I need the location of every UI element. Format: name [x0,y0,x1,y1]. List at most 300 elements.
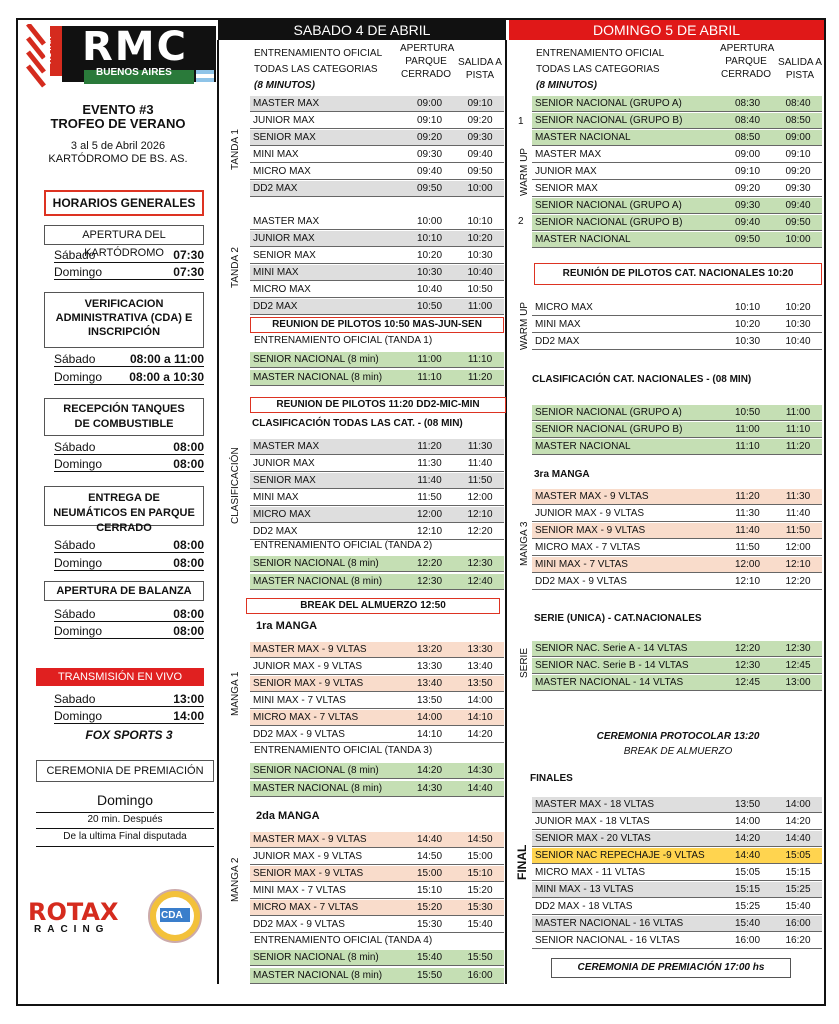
premiacion-l1: 20 min. Después [87,814,163,825]
row-category: MINI MAX - 7 VLTAS [535,559,628,570]
final-label: FINAL [515,844,529,880]
row-salida: 12:45 [785,660,811,671]
row-apertura: 09:50 [416,183,443,194]
row-apertura: 10:40 [416,284,443,295]
neumaticos-title: ENTREGA DE NEUMÁTICOS EN PARQUE CERRADO [44,486,204,526]
row-salida: 09:30 [467,132,493,143]
row-category: SENIOR MAX [253,132,316,143]
schedule-row [250,473,504,489]
row-apertura: 10:10 [734,302,761,313]
sat-reunion1: REUNION DE PILOTOS 10:50 MAS-JUN-SEN [250,317,504,333]
row-apertura: 15:40 [416,952,443,963]
logo-rotax-text: ROTAX [44,36,53,64]
row-salida: 14:20 [467,729,493,740]
row-apertura: 10:50 [734,407,761,418]
sat-left-border [217,40,219,984]
row-salida: 12:30 [467,558,493,569]
row-category: JUNIOR MAX - 9 VLTAS [535,508,645,519]
sun-premiacion: CEREMONIA DE PREMIACIÓN 17:00 hs [551,958,791,978]
row-apertura: 15:15 [734,884,761,895]
premiacion-day: Domingo [96,792,154,808]
row-category: MICRO MAX - 7 VLTAS [535,542,641,553]
row-salida: 15:40 [467,919,493,930]
row-apertura: 10:20 [734,319,761,330]
row-apertura: 12:30 [416,576,443,587]
row-salida: 15:05 [785,850,811,861]
row-apertura: 08:30 [734,98,761,109]
row-salida: 08:40 [785,98,811,109]
row-salida: 12:20 [785,576,811,587]
row-salida: 09:10 [467,98,493,109]
schedule-row [250,299,504,315]
schedule-row [532,164,822,180]
clasificacion-label: CLASIFICACIÓN [230,447,241,524]
schedule-row [250,883,504,899]
row-apertura: 11:40 [417,475,442,486]
schedule-row [532,232,822,248]
row-category: JUNIOR MAX - 9 VLTAS [253,661,363,672]
row-category: MASTER MAX [253,98,320,109]
schedule-row [532,506,822,522]
sat-manga1-title: 1ra MANGA [256,620,318,632]
row-salida: 14:40 [467,783,493,794]
row-apertura: 10:20 [416,250,443,261]
schedule-row [250,763,504,779]
row-category: DD2 MAX - 18 VLTAS [535,901,633,912]
row-category: MINI MAX [253,267,299,278]
row-category: SENIOR NACIONAL (8 min) [253,354,379,365]
row-apertura: 13:50 [416,695,443,706]
row-category: MASTER MAX [253,216,320,227]
sat-reunion2: REUNION DE PILOTOS 11:20 DD2-MIC-MIN [250,397,506,413]
row-apertura: 09:10 [734,166,761,177]
row-category: MASTER MAX - 9 VLTAS [253,644,367,655]
tanda2-label: TANDA 2 [230,247,241,288]
schedule-row [532,405,822,421]
row-apertura: 10:50 [416,301,443,312]
divider [36,812,214,813]
row-apertura: 11:00 [417,354,442,365]
row-category: MICRO MAX - 7 VLTAS [253,712,359,723]
row-salida: 14:40 [785,833,811,844]
row-category: MASTER MAX - 9 VLTAS [535,491,649,502]
row-salida: 16:00 [467,970,493,981]
row-apertura: 15:05 [734,867,761,878]
row-salida: 12:00 [467,492,493,503]
schedule-row [250,556,504,572]
sat-ent2: ENTRENAMIENTO OFICIAL (TANDA 2) [254,540,433,551]
sun-ceremonia: CEREMONIA PROTOCOLAR 13:20 [596,731,760,742]
sat-ent1: ENTRENAMIENTO OFICIAL (TANDA 1) [254,335,433,346]
row-apertura: 09:40 [416,166,443,177]
schedule-row [250,968,504,984]
row-apertura: 15:00 [416,868,443,879]
sat-break: BREAK DEL ALMUERZO 12:50 [246,598,500,614]
row-category: SENIOR MAX [253,475,316,486]
row-apertura: 14:40 [734,850,761,861]
row-salida: 09:20 [785,166,811,177]
row-apertura: 11:10 [735,441,760,452]
schedule-row [250,507,504,523]
schedule-row [532,489,822,505]
row-category: MASTER NACIONAL - 14 VLTAS [535,677,684,688]
row-salida: 15:50 [467,952,493,963]
sat-clasif-title: CLASIFICACIÓN TODAS LAS CAT. - (08 MIN) [252,418,463,429]
sat-ent3: ENTRENAMIENTO OFICIAL (TANDA 3) [254,745,433,756]
row-apertura: 09:00 [416,98,443,109]
row-salida: 16:20 [785,935,811,946]
tv-sun: Domingo 14:00 [54,709,204,723]
row-salida: 09:30 [785,183,811,194]
row-category: DD2 MAX [253,183,298,194]
schedule-row [250,950,504,966]
row-apertura: 12:20 [416,558,443,569]
schedule-row [532,675,822,691]
row-salida: 11:40 [785,508,811,519]
row-salida: 15:40 [785,901,811,912]
row-apertura: 12:30 [734,660,761,671]
row-category: JUNIOR MAX [253,115,315,126]
row-apertura: 11:00 [735,424,760,435]
row-apertura: 14:00 [734,816,761,827]
balanza-sun: Domingo 08:00 [54,624,204,638]
row-apertura: 11:20 [735,491,760,502]
row-salida: 13:00 [785,677,811,688]
row-category: DD2 MAX - 9 VLTAS [253,919,345,930]
row-category: MICRO MAX [253,509,311,520]
row-apertura: 09:20 [734,183,761,194]
schedule-row [250,113,504,129]
schedule-row [250,781,504,797]
row-salida: 10:30 [785,319,811,330]
row-apertura: 11:20 [417,441,442,452]
row-salida: 15:20 [467,885,493,896]
left-column [18,20,218,1004]
row-apertura: 11:30 [417,458,442,469]
row-apertura: 16:00 [734,935,761,946]
row-salida: 14:30 [467,765,493,776]
schedule-row [532,916,822,932]
row-salida: 10:30 [467,250,493,261]
row-apertura: 14:30 [416,783,443,794]
sat-hdr-apertura: APERTURA PARQUE CERRADO [400,43,455,80]
row-category: MASTER MAX - 9 VLTAS [253,834,367,845]
row-apertura: 09:50 [734,234,761,245]
row-category: JUNIOR MAX [253,233,315,244]
row-apertura: 15:20 [416,902,443,913]
rotax-racing-logo: ROTAX [28,898,119,926]
premiacion-l2: De la ultima Final disputada [63,831,187,842]
schedule-row [250,642,504,658]
row-apertura: 14:10 [416,729,443,740]
row-salida: 15:30 [467,902,493,913]
row-salida: 12:00 [785,542,811,553]
logo-rmc-text: RMC [82,24,188,70]
row-category: DD2 MAX - 9 VLTAS [535,576,627,587]
row-apertura: 15:40 [734,918,761,929]
row-salida: 11:30 [785,491,811,502]
apertura-title: APERTURA DEL KARTÓDROMO [44,225,204,245]
row-salida: 11:20 [785,441,811,452]
racing-text: RACING [34,924,110,935]
row-category: MASTER NACIONAL (8 min) [253,372,383,383]
row-salida: 12:30 [785,643,811,654]
schedule-row [250,370,504,386]
schedule-row [532,865,822,881]
row-salida: 11:00 [785,407,811,418]
row-category: MASTER NACIONAL [535,132,631,143]
row-salida: 09:00 [785,132,811,143]
row-apertura: 12:20 [734,643,761,654]
verif-sun: Domingo 08:00 a 10:30 [54,370,204,384]
schedule-row [250,676,504,692]
schedule-row [250,181,504,197]
verif-title: VERIFICACION ADMINISTRATIVA (CDA) E INSCRIPCIÓN [44,292,204,348]
logo-sub-text: BUENOS AIRES [96,67,172,78]
row-category: SENIOR MAX [253,250,316,261]
row-category: SENIOR NAC. Serie A - 14 VLTAS [535,643,688,654]
row-salida: 11:50 [785,525,811,536]
schedule-row [532,848,822,864]
row-apertura: 09:20 [416,132,443,143]
row-salida: 11:30 [467,441,493,452]
row-category: MASTER NACIONAL (8 min) [253,783,383,794]
row-salida: 11:10 [467,354,493,365]
row-apertura: 11:40 [735,525,760,536]
sun-hdr-text: ENTRENAMIENTO OFICIAL TODAS LAS CATEGORIAS (8 MINUTOS) [536,48,665,91]
row-category: SENIOR NACIONAL (8 min) [253,558,379,569]
schedule-row [532,334,822,350]
sat-hdr-salida: SALIDA A PISTA [458,57,502,81]
schedule-row [250,456,504,472]
schedule-row [250,832,504,848]
row-category: DD2 MAX [253,301,298,312]
row-apertura: 10:30 [734,336,761,347]
serie-label: SERIE [519,647,530,678]
row-salida: 15:25 [785,884,811,895]
row-apertura: 14:40 [416,834,443,845]
schedule-row [532,557,822,573]
schedule-row [532,181,822,197]
row-salida: 14:00 [467,695,493,706]
row-category: DD2 MAX - 9 VLTAS [253,729,345,740]
row-apertura: 15:50 [416,970,443,981]
row-category: DD2 MAX [535,336,580,347]
row-apertura: 12:10 [416,526,443,537]
apertura-sat: Sábado 07:30 [54,248,204,262]
row-category: SENIOR NACIONAL (GRUPO B) [535,217,683,228]
row-salida: 12:10 [467,509,493,520]
schedule-row [250,727,504,743]
row-category: SENIOR MAX - 9 VLTAS [253,678,364,689]
schedule-row [250,490,504,506]
row-apertura: 13:40 [416,678,443,689]
row-salida: 09:20 [467,115,493,126]
tanda1-label: TANDA 1 [230,129,241,170]
saturday-header: SABADO 4 DE ABRIL [218,20,506,40]
row-apertura: 13:20 [416,644,443,655]
row-apertura: 09:10 [416,115,443,126]
schedule-row [532,899,822,915]
row-apertura: 09:00 [734,149,761,160]
schedule-row [250,147,504,163]
tanques-sun: Domingo 08:00 [54,457,204,471]
schedule-row [532,641,822,657]
sunday-header: DOMINGO 5 DE ABRIL [509,20,824,40]
row-category: MINI MAX [253,492,299,503]
row-category: MASTER NACIONAL (8 min) [253,970,383,981]
row-salida: 10:40 [467,267,493,278]
row-category: SENIOR NACIONAL (GRUPO A) [535,98,682,109]
row-apertura: 12:45 [734,677,761,688]
row-apertura: 10:00 [416,216,443,227]
schedule-row [250,231,504,247]
row-apertura: 12:10 [734,576,761,587]
schedule-row [250,265,504,281]
row-salida: 10:40 [785,336,811,347]
row-salida: 09:10 [785,149,811,160]
schedule-row [532,317,822,333]
schedule-row [532,658,822,674]
sun-hdr-salida: SALIDA A PISTA [778,57,822,81]
row-category: MASTER MAX - 18 VLTAS [535,799,655,810]
row-salida: 15:00 [467,851,493,862]
schedule-row [250,352,504,368]
balanza-title: APERTURA DE BALANZA [44,581,204,601]
verif-sat: Sábado 08:00 a 11:00 [54,352,204,366]
warmup1-label: WARM UP [519,148,530,196]
row-apertura: 14:50 [416,851,443,862]
schedule-row [250,574,504,590]
row-apertura: 13:50 [734,799,761,810]
neumaticos-sat: Sábado 08:00 [54,538,204,552]
tanques-title: RECEPCIÓN TANQUES DE COMBUSTIBLE [44,398,204,436]
row-category: SENIOR NAC REPECHAJE -9 VLTAS [535,850,705,861]
sun-finales-title: FINALES [530,773,573,784]
row-category: MASTER NACIONAL [535,234,631,245]
row-category: SENIOR NAC. Serie B - 14 VLTAS [535,660,689,671]
row-category: MASTER NACIONAL [535,441,631,452]
schedule-row [532,439,822,455]
row-apertura: 14:20 [734,833,761,844]
row-category: MICRO MAX - 7 VLTAS [253,902,359,913]
schedule-row [250,917,504,933]
row-salida: 09:40 [467,149,493,160]
row-category: SENIOR NACIONAL (GRUPO A) [535,407,682,418]
row-salida: 15:10 [467,868,493,879]
sun-hdr-apertura: APERTURA PARQUE CERRADO [720,43,775,80]
sun-break: BREAK DE ALMUERZO [623,746,733,757]
row-salida: 14:00 [785,799,811,810]
row-category: MINI MAX [535,319,581,330]
schedule-row [532,147,822,163]
row-category: SENIOR MAX [535,183,598,194]
tv-title: TRANSMISIÓN EN VIVO [36,668,204,686]
event-title: EVENTO #3 [82,102,154,117]
row-salida: 12:40 [467,576,493,587]
row-salida: 10:20 [467,233,493,244]
row-category: MASTER NACIONAL (8 min) [253,576,383,587]
sat-hdr-text: ENTRENAMIENTO OFICIAL TODAS LAS CATEGORIAS (8 MINUTOS) [254,48,383,91]
row-salida: 11:10 [785,424,811,435]
manga1-label: MANGA 1 [230,671,241,716]
row-salida: 11:50 [467,475,493,486]
row-category: SENIOR NACIONAL (GRUPO A) [535,200,682,211]
sun-clasif-title: CLASIFICACIÓN CAT. NACIONALES - (08 MIN) [532,374,752,385]
schedule-row [250,693,504,709]
divider [36,828,214,829]
sat-manga2-title: 2da MANGA [256,810,320,822]
schedule-row [250,96,504,112]
row-category: MASTER MAX [253,441,320,452]
sat-ent4: ENTRENAMIENTO OFICIAL (TANDA 4) [254,935,433,946]
row-salida: 11:20 [467,372,493,383]
manga2-label: MANGA 2 [230,857,241,902]
schedule-row [250,900,504,916]
sun-group-2: 2 [518,216,524,227]
row-category: JUNIOR MAX - 18 VLTAS [535,816,650,827]
schedule-row [532,882,822,898]
schedule-row [250,524,504,540]
schedule-row [532,933,822,949]
schedule-row [250,164,504,180]
row-category: MASTER MAX [535,149,602,160]
schedule-row [250,282,504,298]
row-apertura: 10:10 [416,233,443,244]
row-category: JUNIOR MAX [535,166,597,177]
manga3-label: MANGA 3 [519,521,530,566]
schedule-row [250,439,504,455]
schedule-row [532,215,822,231]
divider [36,846,214,847]
horarios-generales: HORARIOS GENERALES [44,190,204,216]
event-subtitle: TROFEO DE VERANO [50,116,186,131]
row-salida: 13:40 [467,661,493,672]
warmup2-label: WARM UP [519,302,530,350]
balanza-sat: Sábado 08:00 [54,607,204,621]
schedule-row [250,849,504,865]
row-apertura: 14:20 [416,765,443,776]
row-category: MINI MAX [253,149,299,160]
row-apertura: 12:00 [734,559,761,570]
schedule-row [532,130,822,146]
schedule-row [250,866,504,882]
schedule-row [532,814,822,830]
row-salida: 09:50 [467,166,493,177]
row-category: MICRO MAX [535,302,593,313]
schedule-row [532,831,822,847]
row-apertura: 09:40 [734,217,761,228]
row-salida: 13:30 [467,644,493,655]
row-salida: 14:20 [785,816,811,827]
schedule-row [532,198,822,214]
row-salida: 14:10 [467,712,493,723]
row-category: SENIOR MAX - 20 VLTAS [535,833,651,844]
row-category: SENIOR NACIONAL (8 min) [253,952,379,963]
cda-text: CDA [161,910,183,921]
row-apertura: 09:30 [734,200,761,211]
schedule-row [532,574,822,590]
event-dates: 3 al 5 de Abril 2026 [70,140,166,152]
row-apertura: 15:30 [416,919,443,930]
row-salida: 13:50 [467,678,493,689]
row-category: SENIOR NACIONAL - 16 VLTAS [535,935,680,946]
premiacion-title: CEREMONIA DE PREMIACIÓN [36,760,214,782]
row-apertura: 14:00 [416,712,443,723]
row-category: SENIOR NACIONAL (GRUPO B) [535,424,683,435]
row-salida: 16:00 [785,918,811,929]
row-salida: 11:40 [467,458,493,469]
